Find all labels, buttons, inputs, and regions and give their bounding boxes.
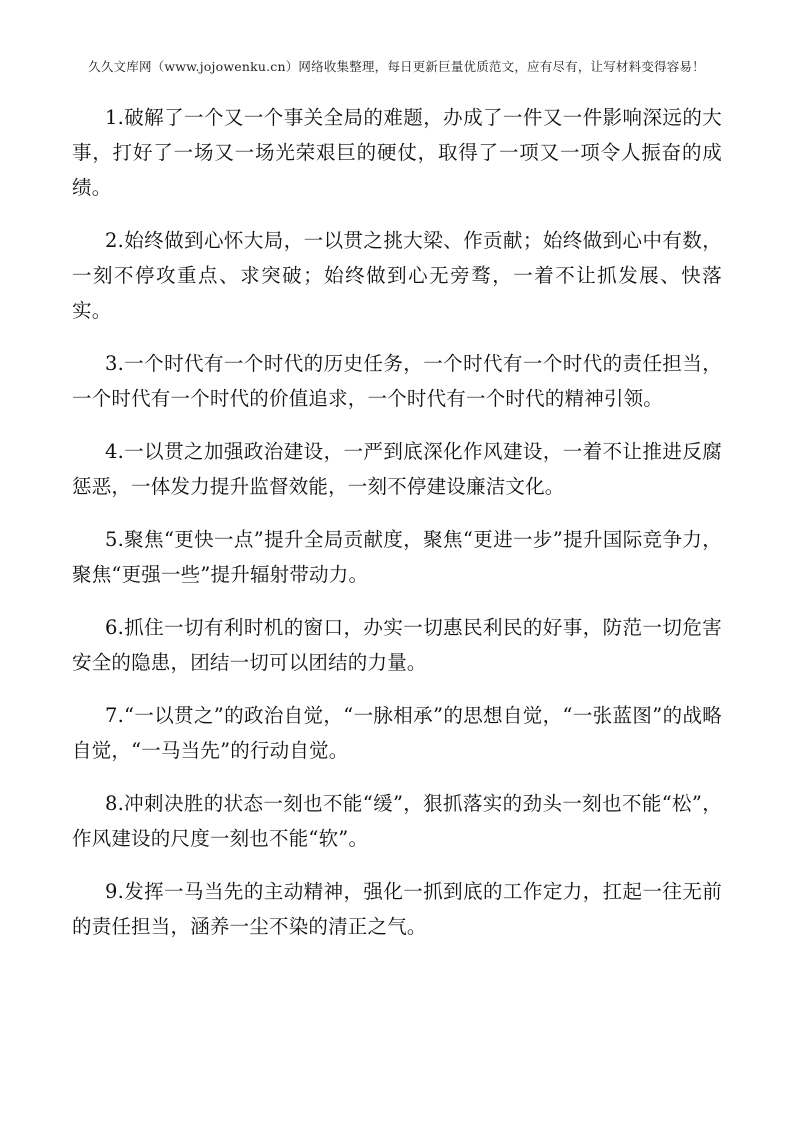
paragraph-4: 4.一以贯之加强政治建设，一严到底深化作风建设，一着不让推进反腐惩恶，一体发力提升监督效能，一刻不停建设廉洁文化。 — [72, 440, 722, 498]
paragraph-6: 6.抓住一切有利时机的窗口，办实一切惠民利民的好事，防范一切危害安全的隐患，团结一切可以团结的力量。 — [72, 616, 722, 674]
paragraph-5: 5.聚焦“更快一点”提升全局贡献度，聚焦“更进一步”提升国际竞争力，聚焦“更强一些”提升辐射带动力。 — [72, 528, 722, 586]
paragraph-1: 1.破解了一个又一个事关全局的难题，办成了一件又一件影响深远的大事，打好了一场又一场光荣艰巨的硬仗，取得了一项又一项令人振奋的成绩。 — [72, 106, 722, 199]
page-header: 久久文库网（www.jojowenku.cn）网络收集整理，每日更新巨量优质范文，应有尽有，让写材料变得容易！ — [88, 59, 705, 74]
paragraph-3: 3.一个时代有一个时代的历史任务，一个时代有一个时代的责任担当，一个时代有一个时代的价值追求，一个时代有一个时代的精神引领。 — [72, 352, 722, 410]
paragraph-8: 8.冲刺决胜的状态一刻也不能“缓”，狠抓落实的劲头一刻也不能“松”，作风建设的尺度一刻也不能“软”。 — [72, 792, 722, 850]
paragraph-2: 2.始终做到心怀大局，一以贯之挑大梁、作贡献；始终做到心中有数，一刻不停攻重点、求突破；始终做到心无旁骛，一着不让抓发展、快落实。 — [72, 229, 722, 322]
paragraph-7: 7.“一以贯之”的政治自觉，“一脉相承”的思想自觉，“一张蓝图”的战略自觉，“一马当先”的行动自觉。 — [72, 704, 722, 762]
document-body — [72, 100, 722, 962]
paragraph-9: 9.发挥一马当先的主动精神，强化一抓到底的工作定力，扛起一往无前的责任担当，涵养一尘不染的清正之气。 — [72, 880, 722, 938]
